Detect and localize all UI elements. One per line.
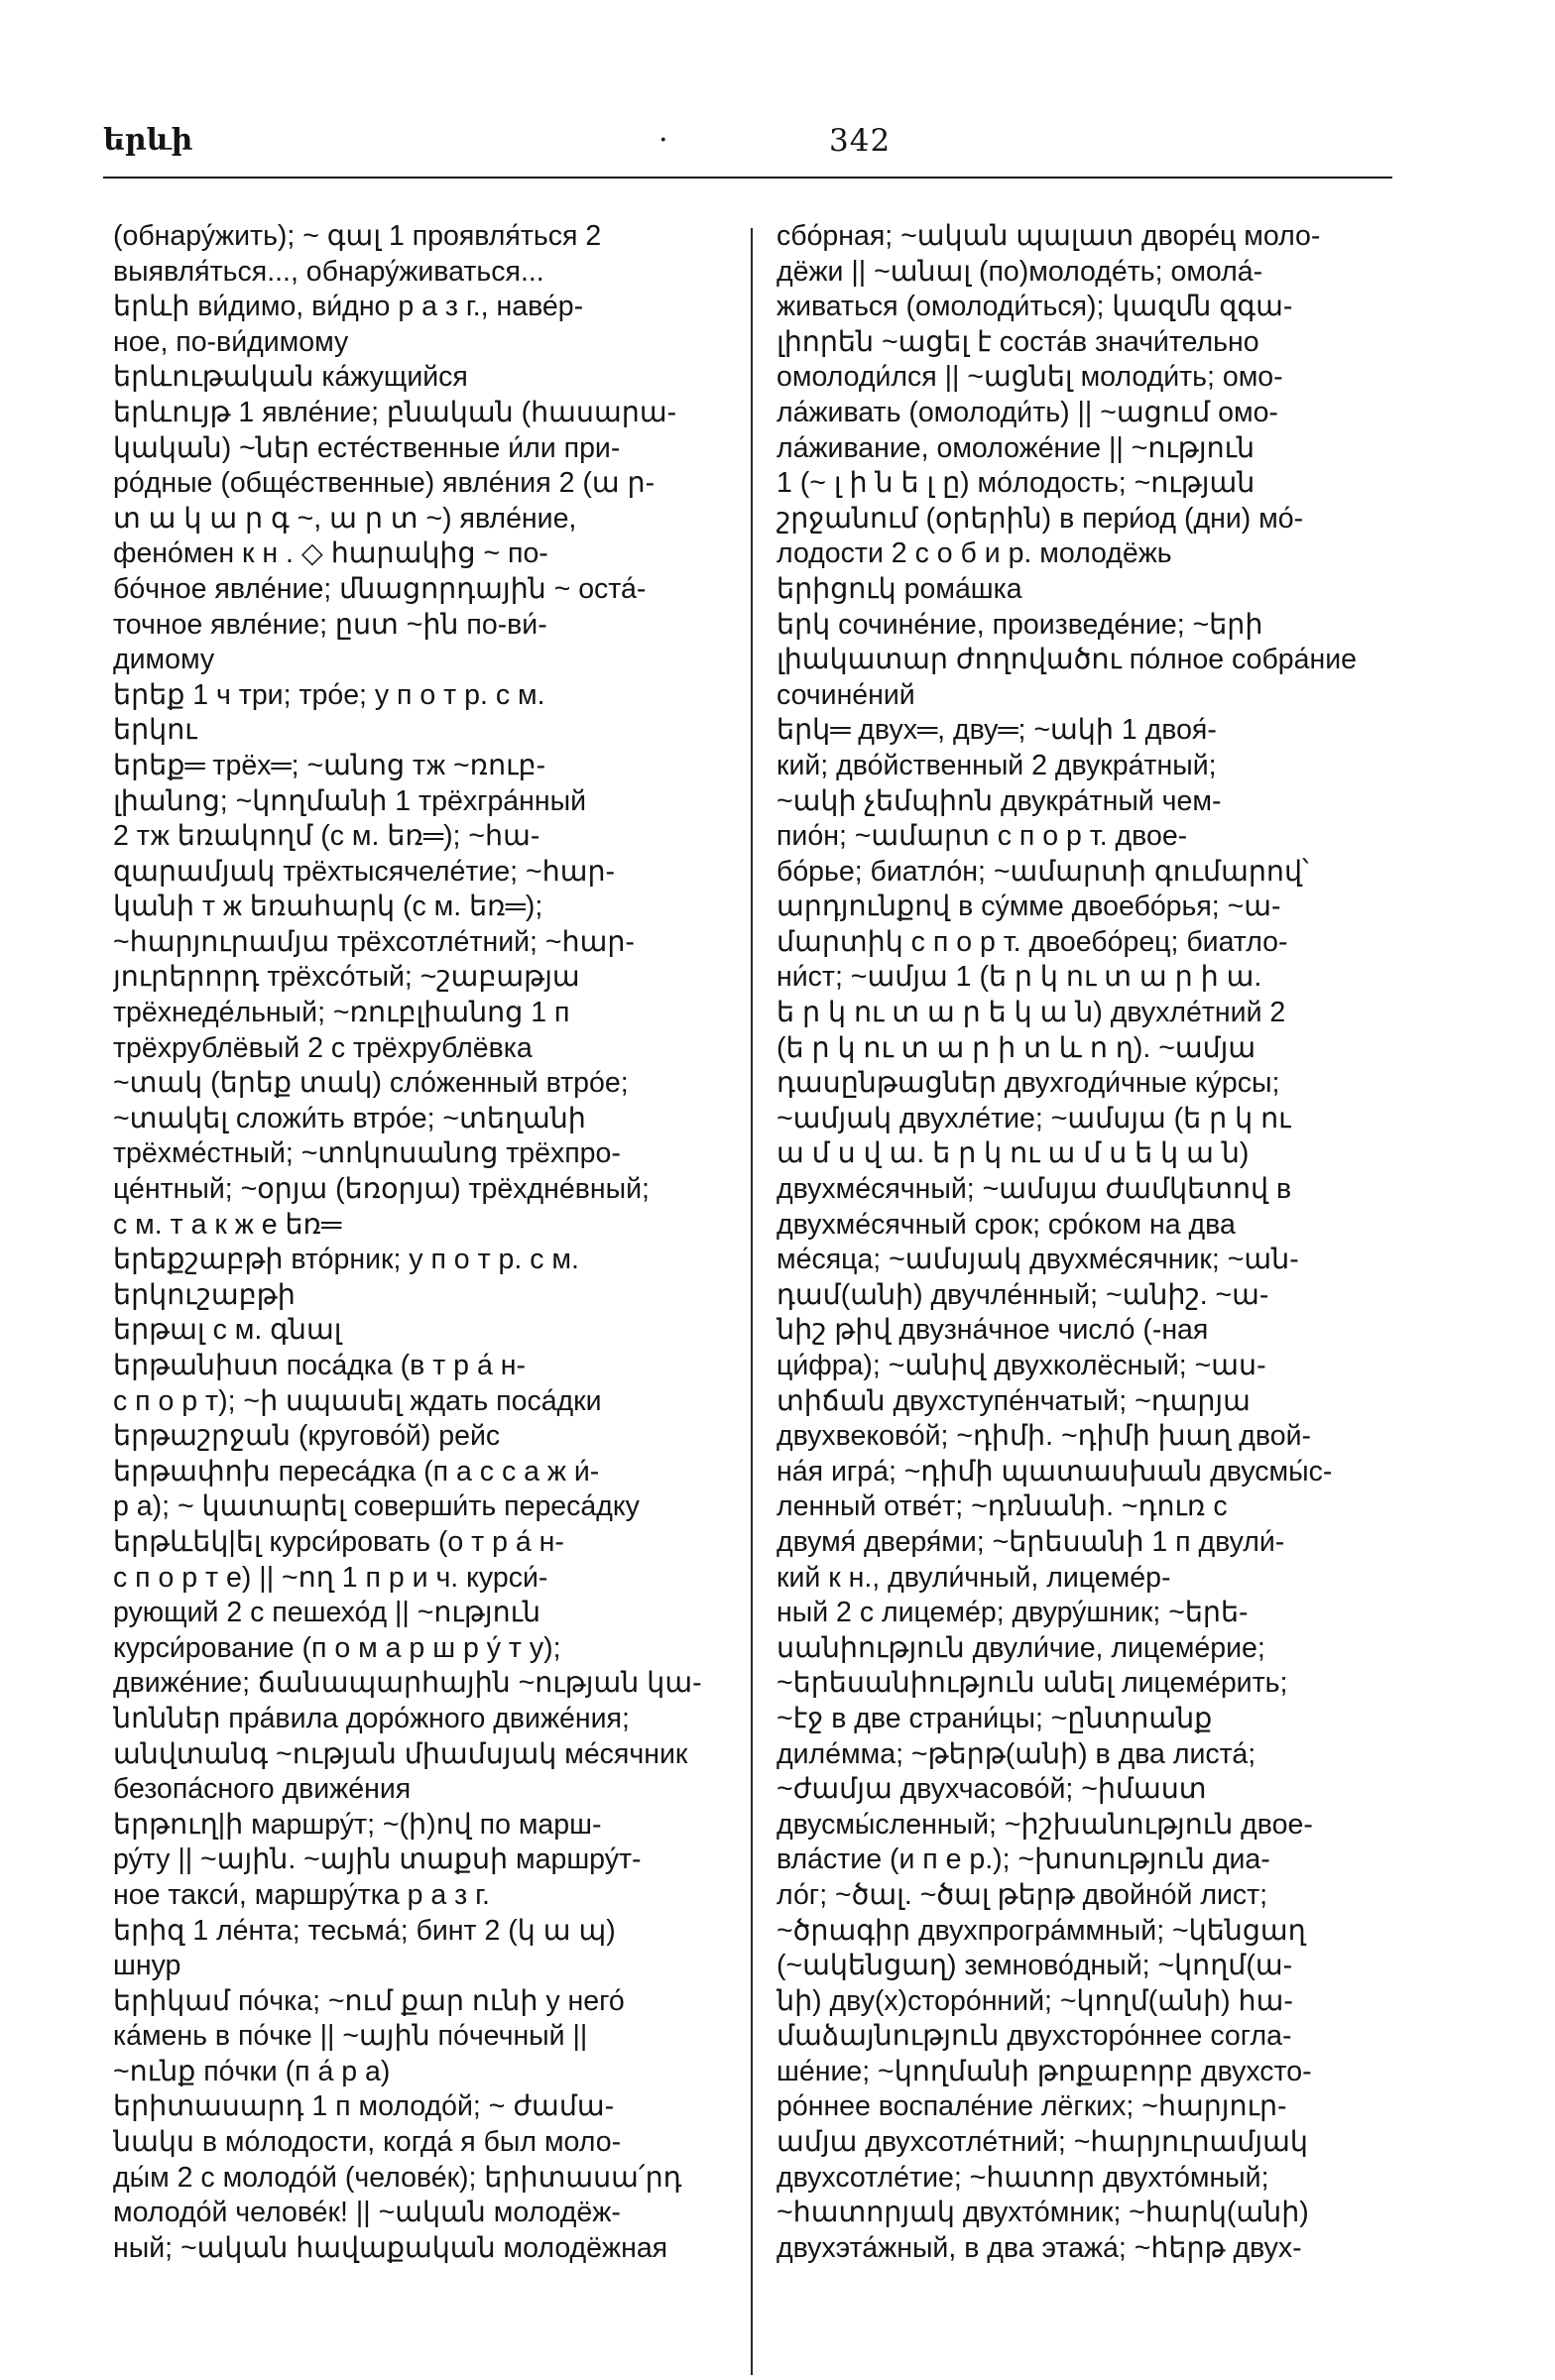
dictionary-line: ме́сяца; ~ամսյակ двухме́сячник; ~ան- (777, 1244, 1299, 1276)
dictionary-line: рующий 2 с пешехо́д || ~ություն (113, 1597, 541, 1629)
dictionary-line: շրջանում (օրերին) в пери́од (дни) мо́- (777, 502, 1304, 535)
dictionary-line: двухме́сячный; ~ամսյա ժամկետով в (777, 1173, 1292, 1206)
page-number: 342 (829, 123, 892, 159)
header-dot: · (658, 123, 668, 158)
running-headword: երևի (103, 123, 193, 158)
dictionary-line: двухсотле́тие; ~հատոր двухто́мный; (777, 2161, 1269, 2194)
dictionary-line: նակս в мо́лодости, когда́ я был моло- (113, 2126, 622, 2159)
dictionary-line: двусмы́сленный; ~իշխանություն двое- (777, 1808, 1313, 1841)
dictionary-line: двухме́сячный срок; сро́ком на два (777, 1208, 1236, 1241)
dictionary-line: նոններ пра́вила доро́жного движе́ния; (113, 1702, 630, 1734)
dictionary-line: трёхнеде́льный; ~ռուբլիանոց 1 п (113, 997, 570, 1029)
dictionary-line: точное явле́ние; ըստ ~ին по-ви́- (113, 608, 547, 641)
dictionary-line: երկուշաբթի (113, 1278, 296, 1311)
dictionary-line: կական) ~ներ есте́ственные и́ли при- (113, 431, 621, 464)
page-header (103, 123, 1392, 173)
dictionary-line: տ ա կ ա ր գ ~, ա ր տ ~) явле́ние, (113, 502, 577, 535)
dictionary-line: ~տակել сложи́ть втро́е; ~տեղանի (113, 1102, 586, 1134)
dictionary-line: երեք 1 ч три; тро́е; у п о т р. с м. (113, 678, 545, 711)
dictionary-line: լիակատար ժողովածու по́лное собра́ние (777, 644, 1357, 676)
dictionary-line: р а); ~ կատարել соверши́ть переса́дку (113, 1490, 640, 1523)
dictionary-line: դամ(անի) двучле́нный; ~անիշ. ~ա- (777, 1278, 1269, 1311)
dictionary-line: сочине́ний (777, 678, 915, 711)
right-column (777, 219, 1391, 2266)
dictionary-line: це́нтный; ~օրյա (եռօրյա) трёхдне́вный; (113, 1173, 650, 1206)
dictionary-line: выявля́ться..., обнару́живаться... (113, 255, 544, 288)
dictionary-line: երթափոխ переса́дка (п а с с а ж и́- (113, 1455, 600, 1488)
dictionary-line: ный 2 с лицеме́р; двуру́шник; ~երե- (777, 1597, 1249, 1629)
dictionary-line: ни́ст; ~ամյա 1 (ե ր կ ու տ ա ր ի ա. (777, 961, 1262, 994)
dictionary-line: ное, по-ви́димому (113, 325, 349, 358)
dictionary-line: ный; ~ական հավաքական молодёжная (113, 2231, 668, 2264)
dictionary-line: ше́ние; ~կողմանի թոքաբորբ двухсто- (777, 2055, 1312, 2087)
dictionary-line: երթևեկ|ել курси́ровать (о т р а́ н- (113, 1525, 564, 1558)
dictionary-line: молодо́й челове́к! || ~ական молодёж- (113, 2197, 621, 2229)
dictionary-line: ~հատորյակ двухто́мник; ~հարկ(անի) (777, 2197, 1309, 2229)
header-rule (103, 177, 1392, 178)
dictionary-line: движе́ние; ճանապարհային ~ության կա- (113, 1667, 702, 1700)
dictionary-line: двухвеково́й; ~դիմի. ~դիմի խաղ двой- (777, 1420, 1311, 1453)
dictionary-line: երեք═ трёх═; ~անոց тж ~ռուբ- (113, 749, 546, 781)
dictionary-line: ~ունք по́чки (п а́ р а) (113, 2055, 391, 2087)
dictionary-line: երկու (113, 714, 197, 747)
dictionary-line: бо́чное явле́ние; մնացորդային ~ оста́- (113, 572, 647, 605)
dictionary-line: կանի т ж եռահարկ (с м. եռ═); (113, 891, 543, 923)
dictionary-line: լիանոց; ~կողմանի 1 трёхгра́нный (113, 784, 587, 817)
left-column (113, 219, 740, 2266)
dictionary-line: դասընթացներ двухгоди́чные ку́рсы; (777, 1067, 1280, 1100)
dictionary-line: с п о р т); ~ի սպասել ждать поса́дки (113, 1384, 602, 1417)
column-divider (751, 228, 753, 2375)
dictionary-line: ла́живание, омоложе́ние || ~ություն (777, 431, 1256, 464)
dictionary-line: шнур (113, 1950, 181, 1982)
dictionary-line: вла́стие (и п е р.); ~խոսություն диа- (777, 1844, 1270, 1876)
dictionary-line: димому (113, 644, 215, 676)
dictionary-line: ды́м 2 с молодо́й (челове́к); երիտասա՛րդ (113, 2161, 682, 2194)
dictionary-line: ~էջ в две страни́цы; ~ընտրանք (777, 1702, 1213, 1734)
dictionary-line: ամյա двухсотле́тний; ~հարյուրամյակ (777, 2126, 1308, 2159)
dictionary-line: ե ր կ ու տ ա ր ե կ ա ն) двухле́тний 2 (777, 997, 1286, 1029)
dictionary-line: երիցուկ рома́шка (777, 572, 1022, 605)
dictionary-line: երթալ с м. գնալ (113, 1314, 342, 1347)
dictionary-line: сбо́рная; ~ական պալատ дворе́ц моло- (777, 220, 1321, 252)
dictionary-line: ~ամյակ двухле́тие; ~ամսյա (ե ր կ ու (777, 1102, 1291, 1134)
dictionary-line: курси́рование (п о м а р ш р у́ т у); (113, 1631, 561, 1664)
dictionary-line: նի) дву(х)сторо́нний; ~կողմ(անի) հա- (777, 1984, 1293, 2017)
dictionary-line: пио́н; ~ամարտ с п о р т. двое- (777, 820, 1188, 853)
dictionary-line: ~երեսանիություն անել лицеме́рить; (777, 1667, 1288, 1700)
dictionary-line: дёжи || ~անալ (по)молоде́ть; омола́- (777, 255, 1263, 288)
dictionary-line: трёхме́стный; ~տոկոսանոց трёхпро- (113, 1137, 621, 1170)
dictionary-line: յուրերորդ трёхсо́тый; ~շաբաթյա (113, 961, 580, 994)
dictionary-line: бо́рье; биатло́н; ~ամարտի գումարով՝ (777, 855, 1309, 888)
dictionary-line: ленный отве́т; ~դռնանի. ~դուռ с (777, 1490, 1228, 1523)
dictionary-line: безопа́сного движе́ния (113, 1773, 412, 1806)
dictionary-line: նիշ թիվ двузна́чное число́ (-ная (777, 1314, 1209, 1347)
dictionary-line: лодости 2 с о б и р. молодёжь (777, 537, 1172, 570)
dictionary-line: ное такси́, маршру́тка р а з г. (113, 1878, 490, 1911)
dictionary-line: ру́ту || ~ային. ~ային տաքսի маршру́т- (113, 1844, 642, 1876)
dictionary-line: զարամյակ трёхтысячеле́тие; ~հար- (113, 855, 616, 888)
dictionary-line: երեքշաբթի вто́рник; у п о т р. с м. (113, 1244, 579, 1276)
dictionary-line: с п о р т е) || ~ող 1 п р и ч. курси́- (113, 1561, 548, 1594)
dictionary-line: երիտասարդ 1 п молодо́й; ~ ժամա- (113, 2090, 615, 2123)
dictionary-line: с м. т а к ж е եռ═ (113, 1208, 342, 1241)
dictionary-line: ~տակ (երեք տակ) сло́женный втро́е; (113, 1067, 629, 1100)
dictionary-line: երիկամ по́чка; ~ում քար ունի у него́ (113, 1984, 625, 2017)
dictionary-line: երթուղ|ի маршру́т; ~(ի)ով по марш- (113, 1808, 602, 1841)
dictionary-line: ~ժամյա двухчасово́й; ~իմաստ (777, 1773, 1207, 1806)
dictionary-line: (ե ր կ ու տ ա ր ի տ և ո ղ). ~ամյա (777, 1031, 1256, 1064)
dictionary-line: 2 тж եռակողմ (с м. եռ═); ~հա- (113, 820, 540, 853)
dictionary-line: 1 (~ լ ի ն ե լ ը) мо́лодость; ~ության (777, 467, 1256, 500)
dictionary-line: անվտանգ ~ության միամսյակ ме́сячник (113, 1737, 688, 1770)
dictionary-line: омолоди́лся || ~ացնել молоди́ть; омо- (777, 361, 1283, 394)
dictionary-line: երիզ 1 ле́нта; тесьма́; бинт 2 (կ ա պ) (113, 1914, 616, 1947)
dictionary-line: ла́живать (омолоди́ть) || ~ացում омо- (777, 396, 1278, 428)
dictionary-line: մարտիկ с п о р т. двоебо́рец; биатло- (777, 925, 1288, 958)
dictionary-line: ро́ннее воспале́ние лёгких; ~հարյուր- (777, 2090, 1287, 2123)
dictionary-line: ци́фра); ~անիվ двухколёсный; ~աս- (777, 1350, 1266, 1381)
dictionary-line: фено́мен к н . ◇ հարակից ~ по- (113, 537, 548, 570)
dictionary-line: двумя́ дверя́ми; ~երեսանի 1 п двули́- (777, 1525, 1285, 1558)
dictionary-line: на́я игра́; ~դիմի պատասխան двусмы́с- (777, 1455, 1333, 1488)
dictionary-line: двухэта́жный, в два этажа́; ~հերթ двух- (777, 2231, 1302, 2264)
dictionary-line: (обнару́жить); ~ գալ 1 проявля́ться 2 (113, 220, 602, 252)
dictionary-line: լիորեն ~ացել է соста́в значи́тельно (777, 325, 1259, 358)
dictionary-line: ~ծրագիր двухпрогра́ммный; ~կենցաղ (777, 1914, 1306, 1947)
dictionary-line: երևույթ 1 явле́ние; բնական (հասարա- (113, 396, 677, 428)
dictionary-line: երևի ви́димо, ви́дно р а з г., наве́р- (113, 291, 584, 323)
dictionary-line: трёхрублёвый 2 с трёхрублёвка (113, 1031, 533, 1064)
dictionary-line: ~ակի չեմպիոն двукра́тный чем- (777, 784, 1222, 817)
dictionary-line: մաձայնություն двухсторо́ннее согла- (777, 2020, 1292, 2053)
dictionary-line: живаться (омолоди́ться); կազմն զգա- (777, 291, 1293, 323)
dictionary-line: երկ═ двух═, дву═; ~ակի 1 двоя́- (777, 714, 1217, 747)
dictionary-line: кий; дво́йственный 2 двукра́тный; (777, 749, 1217, 781)
dictionary-line: արդյունքով в су́мме двоебо́рья; ~ա- (777, 891, 1281, 923)
dictionary-line: ло́г; ~ծալ. ~ծալ թերթ двойно́й лист; (777, 1878, 1268, 1911)
dictionary-line: кий к н., двули́чный, лицеме́р- (777, 1561, 1171, 1594)
dictionary-line: երթաշրջան (кругово́й) рейс (113, 1420, 501, 1453)
dictionary-line: տիճան двухступе́нчатый; ~դարյա (777, 1384, 1251, 1417)
dictionary-line: ро́дные (обще́ственные) явле́ния 2 (ա ր- (113, 467, 656, 500)
dictionary-line: диле́мма; ~թերթ(անի) в два листа́; (777, 1737, 1256, 1770)
dictionary-line: ка́мень в по́чке || ~ային по́чечный || (113, 2020, 588, 2053)
dictionary-line: ա մ ս վ ա. ե ր կ ու ա մ ս ե կ ա ն) (777, 1137, 1250, 1170)
dictionary-line: երկ сочине́ние, произведе́ние; ~երի (777, 608, 1263, 641)
dictionary-line: երևութական ка́жущийся (113, 361, 468, 394)
dictionary-line: (~ակենցաղ) земново́дный; ~կողմ(ա- (777, 1950, 1293, 1982)
dictionary-line: ~հարյուրամյա трёхсотле́тний; ~հար- (113, 925, 635, 958)
dictionary-line: սանիություն двули́чие, лицеме́рие; (777, 1631, 1265, 1664)
dictionary-line: երթանիստ поса́дка (в т р а́ н- (113, 1350, 526, 1381)
